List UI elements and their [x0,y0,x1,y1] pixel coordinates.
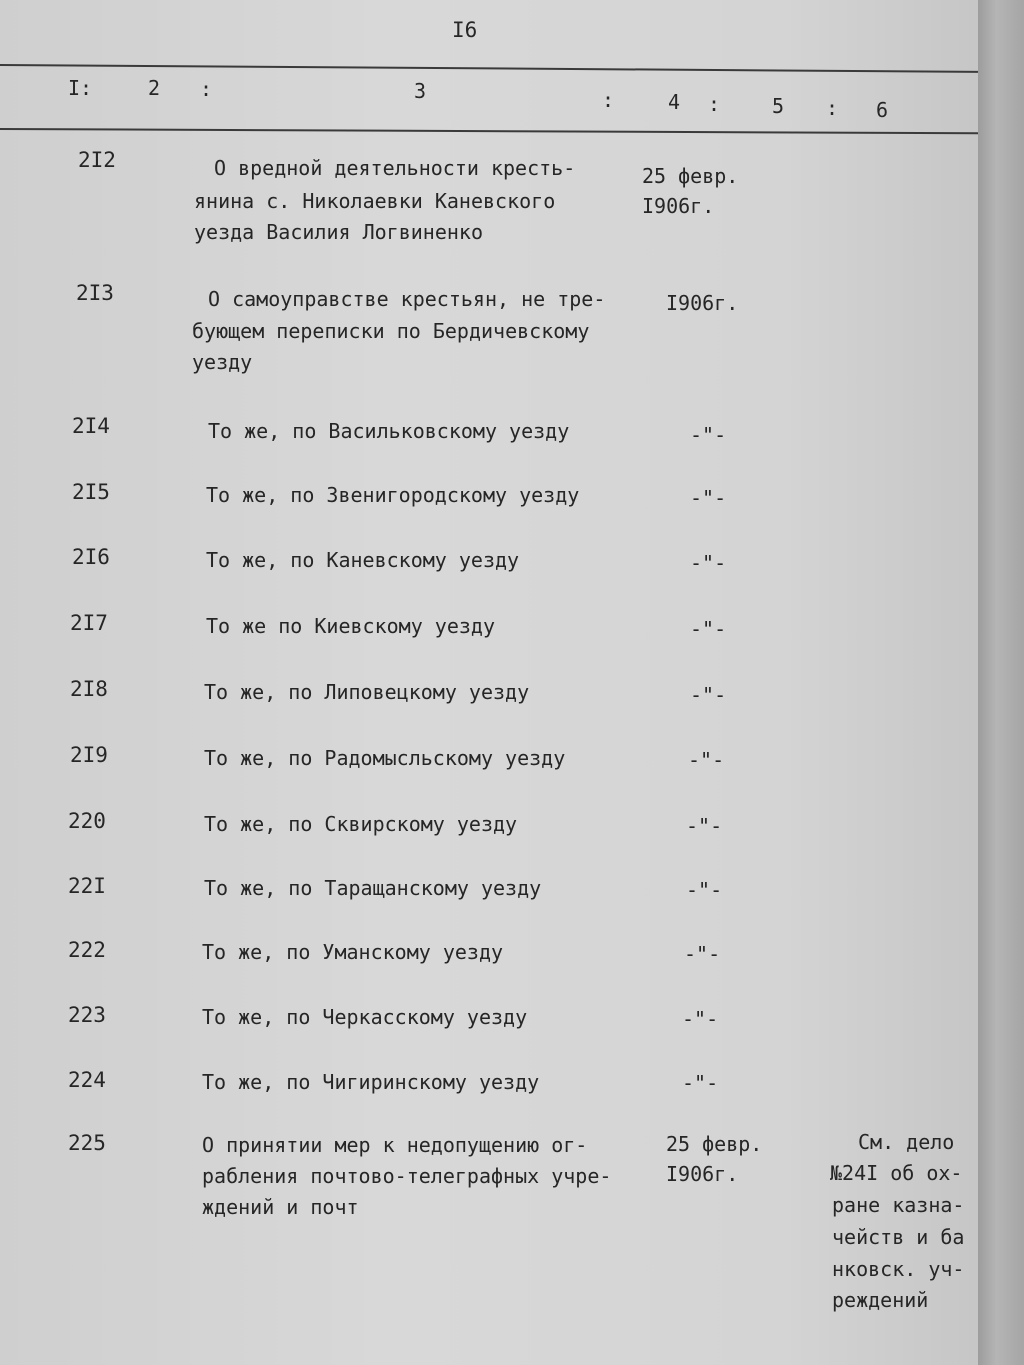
row-date-line: I906г. [642,194,715,218]
row-note-line: реждений [832,1288,929,1312]
page-number: I6 [452,18,478,42]
row-number: 2I4 [72,414,110,438]
row-date-line: 25 февр. [642,164,739,188]
ditto-mark: -"- [690,551,727,575]
row-title-line: О принятии мер к недопущению ог- [202,1133,588,1157]
header-col-5: 5 [772,94,785,118]
row-number: 225 [68,1131,106,1155]
header-separator: : [826,96,839,120]
row-number: 2I2 [78,148,116,172]
ditto-mark: -"- [686,814,723,838]
row-number: 2I3 [76,281,114,305]
row-title-line: бующем переписки по Бердичевскому [192,319,590,343]
row-title-line: То же, по Липовецкому уезду [204,680,530,704]
row-title-line: То же, по Уманскому уезду [202,940,504,964]
row-title-line: То же, по Радомысльскому уезду [204,746,566,770]
row-number: 2I7 [70,611,108,635]
ditto-mark: -"- [682,1071,719,1095]
row-note-line: См. дело [858,1130,955,1154]
row-note-line: ране казна- [832,1193,965,1217]
ditto-mark: -"- [690,486,727,510]
row-note-line: №24I об ох- [830,1161,963,1185]
row-number: 222 [68,938,106,962]
row-title-line: уезда Василия Логвиненко [194,220,483,244]
row-number: 2I8 [70,677,108,701]
header-col-2: 2 [148,76,161,100]
row-number: 2I9 [70,743,108,767]
ditto-mark: -"- [690,423,727,447]
header-separator: : [200,77,213,101]
row-title-line: То же, по Сквирскому уезду [204,812,518,836]
ditto-mark: -"- [688,748,725,772]
row-title-line: То же, по Васильковскому уезду [208,419,570,443]
ditto-mark: -"- [686,878,723,902]
row-note-line: нковск. уч- [832,1257,965,1281]
row-title-line: То же, по Чигиринскому уезду [202,1070,540,1094]
row-number: 22I [68,874,106,898]
ditto-mark: -"- [682,1007,719,1031]
row-number: 2I5 [72,480,110,504]
header-col-6: 6 [876,98,889,122]
header-col-1: I: [68,76,93,100]
row-note-line: чейств и ба [832,1225,965,1249]
header-col-3: 3 [414,79,427,103]
row-title-line: янина с. Николаевки Каневского [194,189,556,213]
ditto-mark: -"- [684,942,721,966]
row-title-line: ждений и почт [202,1195,359,1219]
row-title-line: О вредной деятельности кресть- [214,156,576,180]
row-title-line: О самоуправстве крестьян, не тре- [208,287,606,311]
header-col-4: 4 [668,90,681,114]
row-number: 224 [68,1068,106,1092]
row-title-line: То же, по Таращанскому уезду [204,876,542,900]
row-date-line: I906г. [666,291,739,315]
row-number: 220 [68,809,106,833]
row-title-line: То же, по Каневскому уезду [206,548,520,572]
row-title-line: уезду [192,350,253,374]
page-edge [978,0,1024,1365]
row-date-line: 25 февр. [666,1132,763,1156]
row-title-line: То же, по Звенигородскому уезду [206,483,580,507]
row-date-line: I906г. [666,1162,739,1186]
ditto-mark: -"- [690,617,727,641]
row-number: 223 [68,1003,106,1027]
header-separator: : [602,88,615,112]
row-title-line: То же по Киевскому уезду [206,614,495,638]
row-title-line: То же, по Черкасскому уезду [202,1005,528,1029]
row-number: 2I6 [72,545,110,569]
ditto-mark: -"- [690,683,727,707]
header-separator: : [708,92,721,116]
row-title-line: рабления почтово-телеграфных учре- [202,1164,612,1188]
